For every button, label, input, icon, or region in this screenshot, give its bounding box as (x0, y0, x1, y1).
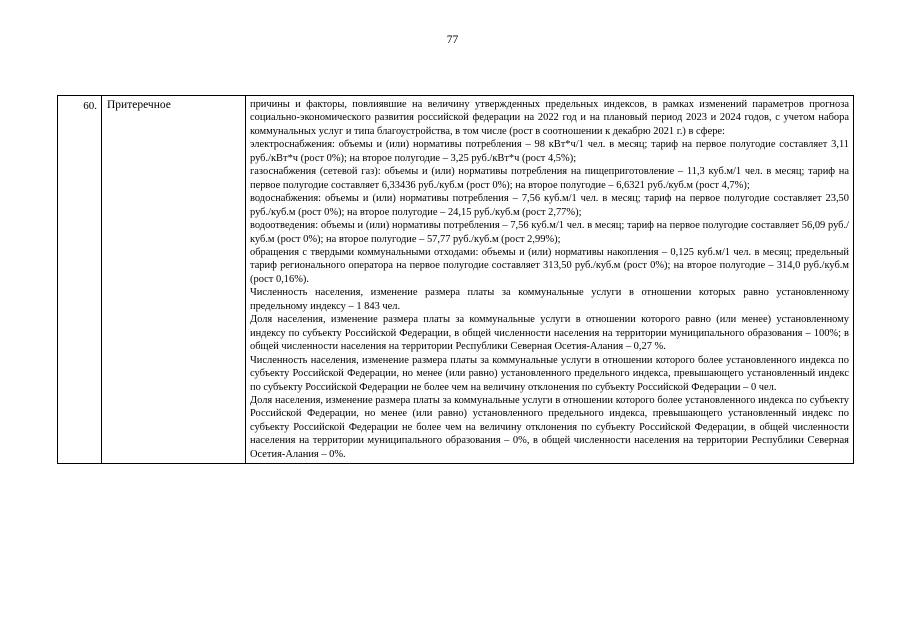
description-cell (246, 96, 854, 464)
paragraph-factors: причины и факторы, повлиявшие на величину утвержденных предельных индексов, в рамках изменений параметров прогноза социально-экономического развития российской федерации на 2022 год и на плановый период 2023 и 2024 годов, с учетом набора коммунальных услуг и типа благоустройства, в том числе (рост в соотношении к декабрю 2021 г.) в сфере: (250, 99, 849, 137)
paragraph-share-equal: Доля населения, изменение размера платы за коммунальные услуги в отношении которого равно (или менее) установленному индексу по субъекту Российской Федерации, в общей численности населения на территории муниципального образования – 100%; в общей численности населения на территории Республики Северная Осетия-Алания – 0,27 %. (250, 314, 849, 353)
paragraph-water-supply: водоснабжения: объемы и (или) нормативы потребления – 7,56 куб.м/1 чел. в месяц; тариф на первое полугодие составляет 23,50 руб./куб.м (рост 0%); на второе полугодие – 24,15 руб./куб.м (рост 2,77%); (250, 193, 849, 218)
paragraph-share-above: Доля населения, изменение размера платы за коммунальные услуги в отношении которого более установленного индекса по субъекту Российской Федерации, но менее (или равно) установленного предельного индекса, превышающего установленный индекс по субъекту Российской Федерации не более чем на величину отклонения по субъекту Российской Федерации, в общей численности населения на территории муниципального образования – 0%, в общей численности населения на территории Республики Северная Осетия-Алания – 0%. (250, 394, 849, 460)
row-number-cell: 60. (58, 96, 102, 464)
paragraph-electricity: электроснабжения: объемы и (или) нормативы потребления – 98 кВт*ч/1 чел. в месяц; тариф на первое полугодие составляет 3,11 руб./кВт*ч (рост 0%); на второе полугодие – 3,25 руб./кВт*ч (рост 4,5%); (250, 139, 849, 164)
paragraph-water-disposal: водоотведения: объемы и (или) нормативы потребления – 7,56 куб.м/1 чел. в месяц; тариф на первое полугодие составляет 56,09 руб./куб.м (рост 0%); на второе полугодие – 57,77 руб./куб.м (рост 2,99%); (250, 220, 849, 245)
municipality-name-cell: Притеречное (102, 96, 246, 464)
page-number: 77 (446, 34, 459, 46)
paragraph-population-above: Численность населения, изменение размера платы за коммунальные услуги в отношении которого более установленного индекса по субъекту Российской Федерации, но менее (или равно) установленного предельного индекса, превышающего установленный индекс по субъекту Российской Федерации не более чем на величину отклонения по субъекту Российской Федерации – 0 чел. (250, 354, 849, 393)
paragraph-population-equal: Численность населения, изменение размера платы за коммунальные услуги в отношении которых равно установленному предельному индексу – 1 843 чел. (250, 287, 849, 312)
document-table (57, 95, 854, 464)
table-row (58, 96, 854, 464)
paragraph-solid-waste: обращения с твердыми коммунальными отходами: объемы и (или) нормативы накопления – 0,125 куб.м/1 чел. в месяц; предельный тариф регионального оператора на первое полугодие составляет 313,50 руб./куб.м (рост 0%); на второе полугодие – 314,0 руб./куб.м (рост 0,16%). (250, 246, 849, 285)
paragraph-gas: газоснабжения (сетевой газ): объемы и (или) нормативы потребления на пищеприготовление – 11,3 куб.м/1 чел. в месяц; тариф на первое полугодие составляет 6,33436 руб./куб.м (рост 0%); на второе полугодие – 6,6321 руб./куб.м (рост 4,7%); (250, 166, 849, 191)
